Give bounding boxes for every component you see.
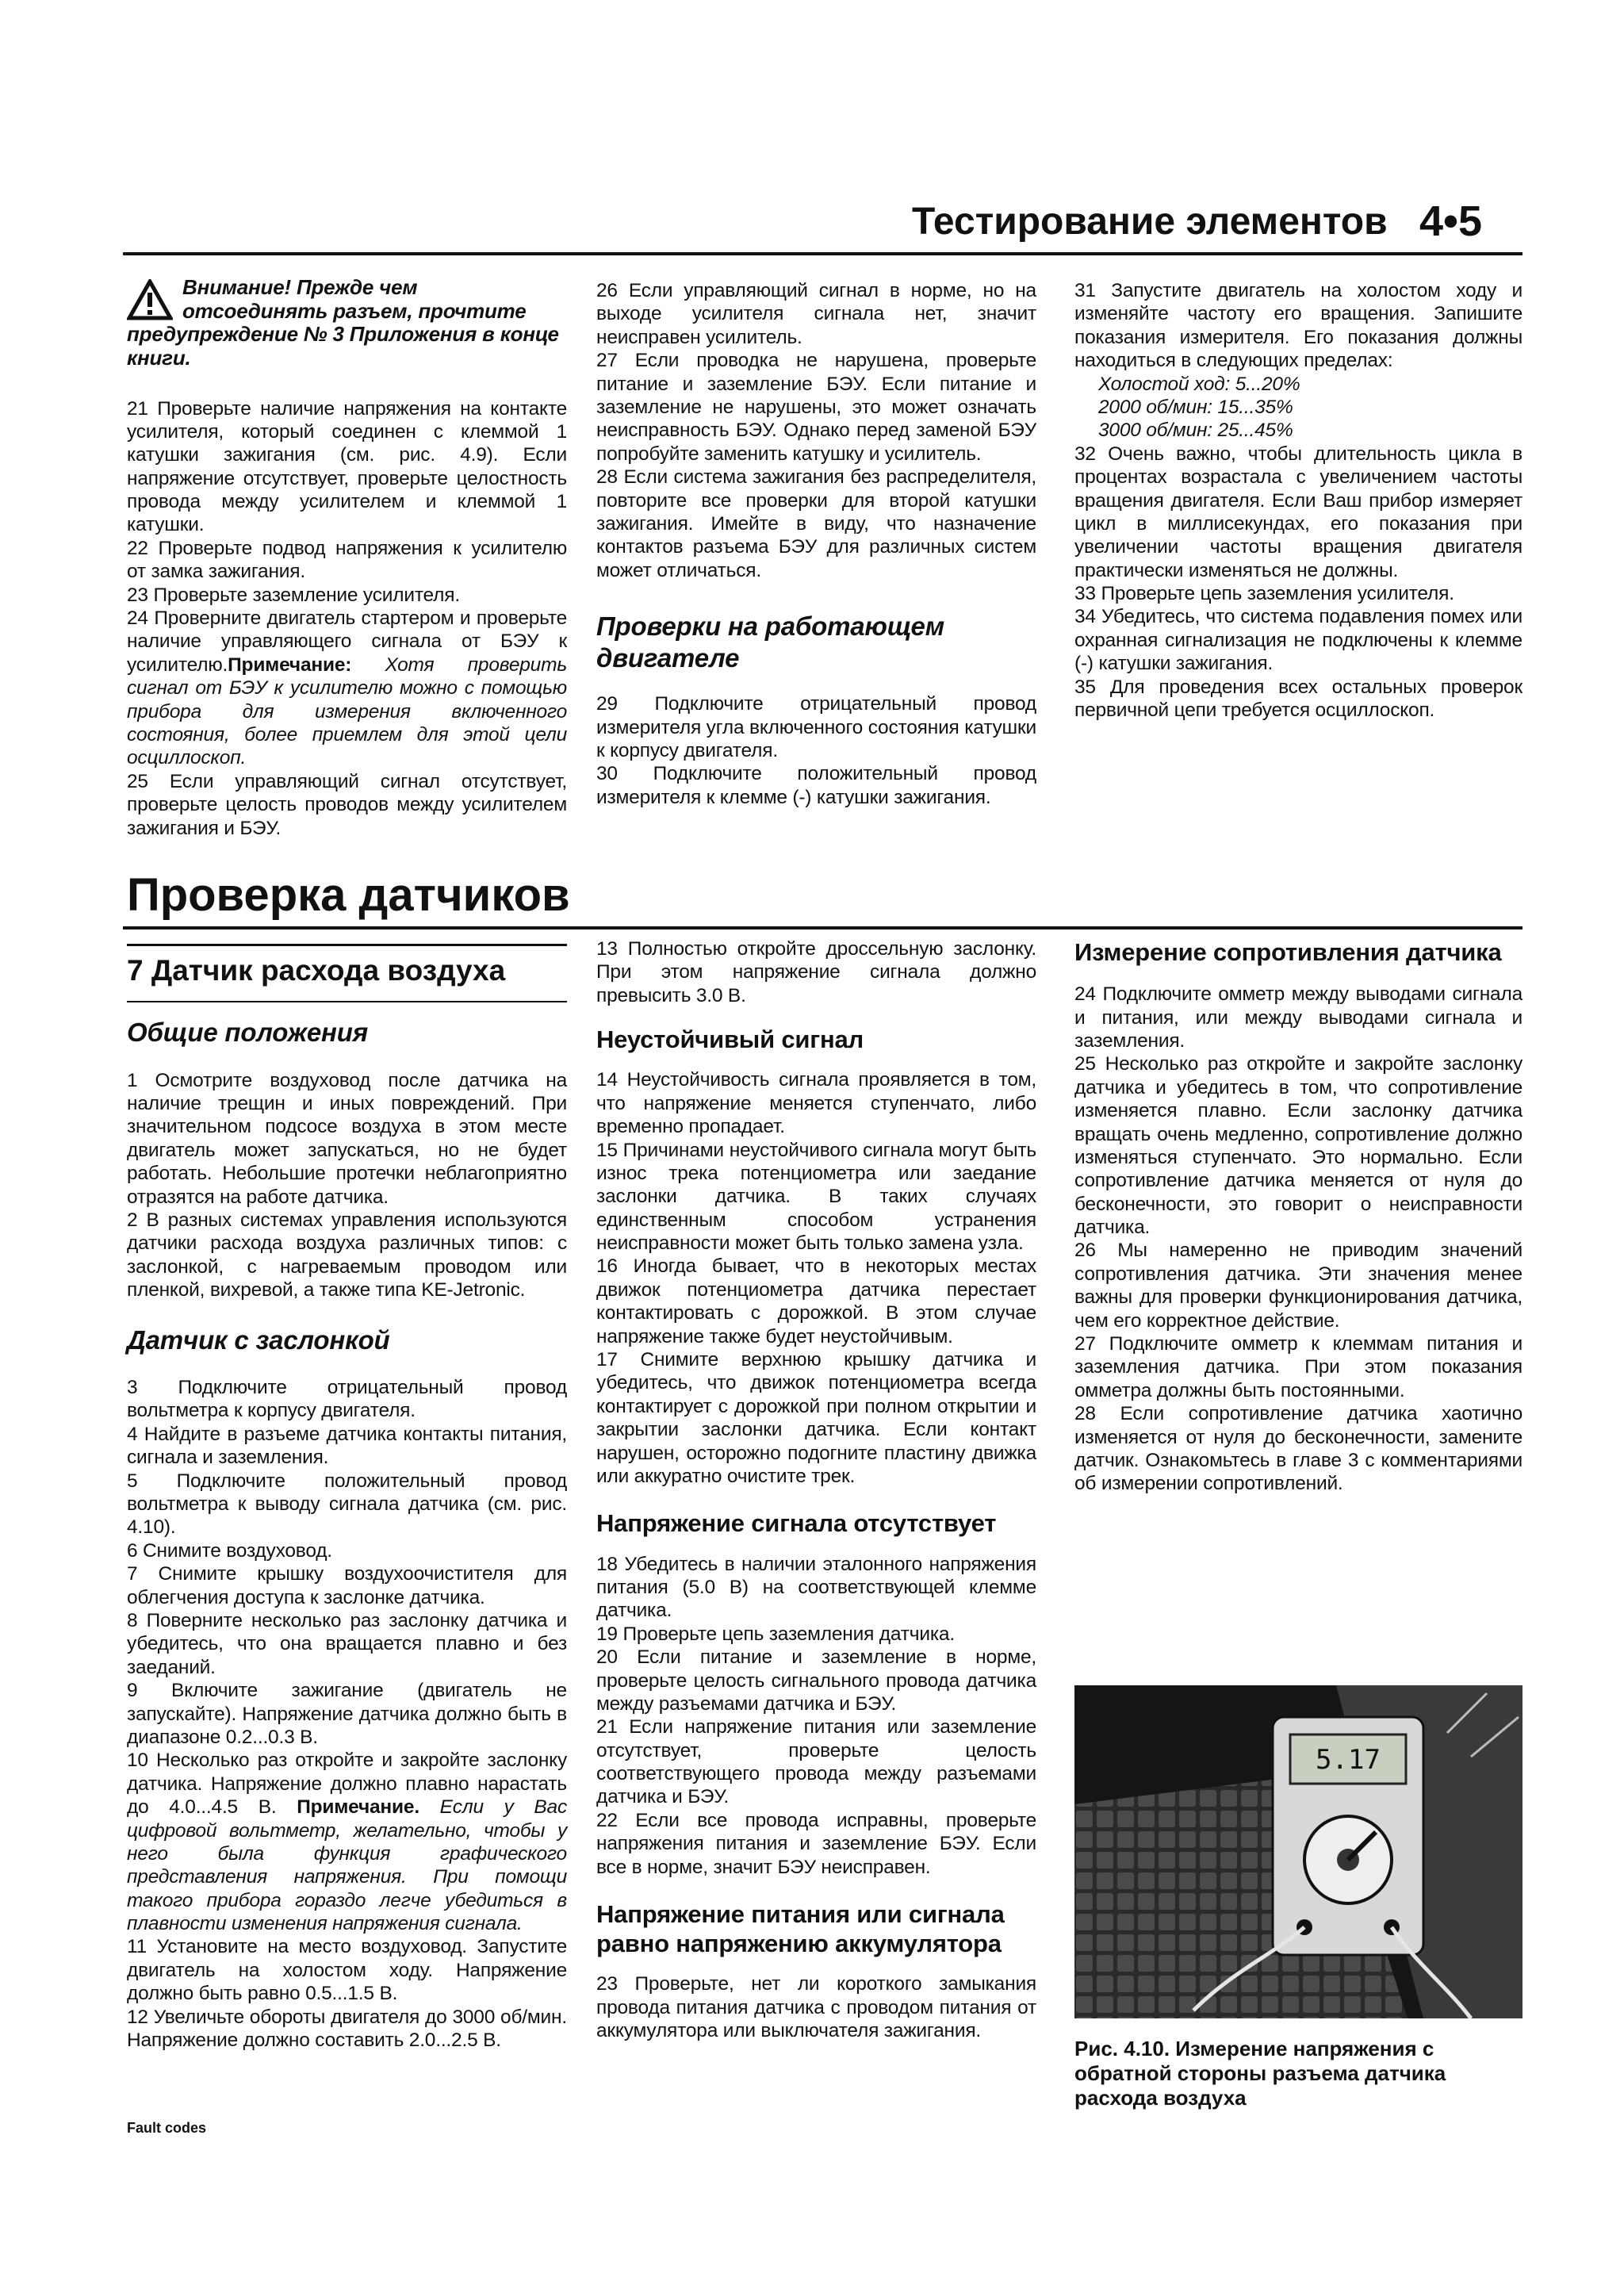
paragraph: 25 Если управляющий сигнал отсутствует, проверьте целость проводов между усилителем зажигания и БЭУ. [127,770,567,839]
running-header-title: Тестирование элементов [912,201,1388,243]
paragraph [127,1749,567,1935]
range-item: Холостой ход: 5...20% [1098,373,1300,395]
multimeter-icon [1273,1717,1423,1955]
subsection-rule-top [127,944,567,946]
subheading: Общие положения [127,1018,368,1047]
paragraph: 19 Проверьте цепь заземления датчика. [596,1623,955,1645]
paragraph: 16 Иногда бывает, что в некоторых местах движок потенциометра датчика перестает контактировать с дорожкой. В этом случае напряжение также будет неустойчивым. [596,1255,1036,1347]
paragraph: 20 Если питание и заземление в норме, проверьте целость сигнального провода датчика между разъемами датчика и БЭУ. [596,1646,1036,1715]
subsection-rule-bottom [127,1001,567,1002]
lower-column-1 [127,1017,567,2052]
section-title: Проверка датчиков [127,869,570,921]
subheading: Неустойчивый сигнал [596,1025,864,1054]
paragraph: 30 Подключите положительный провод измерителя к клемме (-) катушки зажигания. [596,763,1036,808]
subsection-title: 7 Датчик расхода воздуха [127,954,506,987]
paragraph: 13 Полностью откройте дроссельную заслонку. При этом напряжение сигнала должно превысить 3.0 В. [596,938,1036,1006]
subheading: Проверки на работающем двигателе [596,611,944,673]
paragraph: 9 Включите зажигание (двигатель не запускайте). Напряжение датчика должно быть в диапазоне 0.2...0.3 В. [127,1680,567,1748]
paragraph: 11 Установите на место воздуховод. Запустите двигатель на холостом ходу. Напряжение должно быть равно 0.5...1.5 В. [127,1936,567,2005]
paragraph [127,607,567,770]
paragraph: 2 В разных системах управления используются датчики расхода воздуха различных типов: с заслонкой, с нагреваемым проводом или пленкой, вихревой, а также типа KE-Jetronic. [127,1209,567,1301]
multimeter-photo-illustration [1074,1685,1522,2018]
warning-block [127,276,567,370]
paragraph: 1 Осмотрите воздуховод после датчика на наличие трещин и иных повреждений. При значительном подсосе воздуха в этом месте двигатель может запускаться, но не будет работать. Небольшие протечки неблагоприятно отразятся на работе датчика. [127,1069,567,1208]
paragraph-text: 24 Проверните двигатель стартером и проверьте наличие управляющего сигнала от БЭУ к усилителю. [127,608,567,676]
note-label: Примечание. [297,1796,419,1819]
paragraph-text: 10 Несколько раз откройте и закройте заслонку датчика. Напряжение должно плавно нарастать до 4.0...4.5 В. [127,1750,567,1819]
figure-photo [1074,1685,1522,2018]
note-text: Хотя проверить сигнал от БЭУ к усилителю можно с помощью прибора для измерения включенного состояния, более приемлем для этой цели осциллоскоп. [127,654,568,769]
paragraph: 35 Для проведения всех остальных проверок первичной цепи требуется осциллоскоп. [1074,676,1522,722]
subheading: Измерение сопротивления датчика [1074,938,1502,966]
paragraph: 29 Подключите отрицательный провод измерителя угла включенного состояния катушки к корпусу двигателя. [596,693,1036,762]
paragraph: 27 Если проводка не нарушена, проверьте питание и заземление БЭУ. Если питание и заземление не нарушены, это может означать неисправность БЭУ. Однако перед заменой БЭУ попробуйте заменить катушку и усилитель. [596,350,1036,465]
range-item: 3000 об/мин: 25...45% [1098,420,1293,442]
paragraph: 23 Проверьте, нет ли короткого замыкания провода питания датчика с проводом питания от аккумулятора или выключателя зажигания. [596,1973,1036,2042]
lower-column-2 [596,937,1036,2043]
meter-display: 5.17 [1316,1744,1381,1776]
paragraph: 23 Проверьте заземление усилителя. [127,584,460,606]
paragraph: 22 Проверьте подвод напряжения к усилителю от замка зажигания. [127,537,567,583]
header-rule [123,252,1522,255]
figure-caption: Рис. 4.10. Измерение напряжения с обратной стороны разъема датчика расхода воздуха [1074,2037,1446,2110]
paragraph: 26 Если управляющий сигнал в норме, но на выходе усилителя сигнала нет, значит неисправен усилитель. [596,280,1036,348]
warning-text: Внимание! Прежде чем отсоединять разъем, прочтите предупреждение № 3 Приложения в конце книги. [127,275,559,370]
paragraph: 25 Несколько раз откройте и закройте заслонку датчика и убедитесь в том, что сопротивление изменяется плавно. Если заслонку датчика вращать очень медленно, сопротивление должно изменяться ступенчато. Это нормально. Если сопротивление датчика меняется от нуля до бесконечности, это говорит о неисправности датчика. [1074,1053,1522,1239]
note-text: Если у Вас цифровой вольтметр, желательно, чтобы у него была функция графического представления напряжения. При помощи такого прибора гораздо легче убедиться в плавности изменения напряжения сигнала. [127,1796,568,1935]
note-label: Примечание: [228,654,352,676]
paragraph: 5 Подключите положительный провод вольтметра к выводу сигнала датчика (см. рис. 4.10). [127,1470,567,1539]
footer-text: Fault codes [127,2120,207,2136]
warning-triangle-icon [127,279,173,320]
paragraph: 28 Если сопротивление датчика хаотично изменяется от нуля до бесконечности, замените датчик. Ознакомьтесь в главе 3 с комментариями об измерении сопротивлений. [1074,1403,1522,1495]
subheading: Напряжение питания или сигнала равно напряжению аккумулятора [596,1900,1005,1958]
paragraph: 21 Проверьте наличие напряжения на контакте усилителя, который соединен с клеммой 1 катушки зажигания (см. рис. 4.9). Если напряжение отсутствует, проверьте целостность провода между усилителем и клеммой 1 катушки. [127,397,567,536]
range-item: 2000 об/мин: 15...35% [1098,396,1293,418]
top-column-3 [1074,279,1522,722]
paragraph: 12 Увеличьте обороты двигателя до 3000 об/мин. Напряжение должно составить 2.0...2.5 В. [127,2006,567,2052]
top-column-1 [127,276,567,840]
paragraph: 15 Причинами неустойчивого сигнала могут быть износ трека потенциометра или заедание заслонки датчика. В таких случаях единственным способом устранения неисправности может быть только замена узла. [596,1139,1036,1255]
paragraph: 7 Снимите крышку воздухоочистителя для облегчения доступа к заслонке датчика. [127,1563,567,1608]
subheading: Напряжение сигнала отсутствует [596,1509,997,1538]
paragraph: 21 Если напряжение питания или заземление отсутствует, проверьте целость соответствующего провода между разъемами датчика и БЭУ. [596,1716,1036,1808]
paragraph: 31 Запустите двигатель на холостом ходу и изменяйте частоту его вращения. Запишите показания измерителя. Его показания должны находиться в следующих пределах: [1074,280,1522,372]
page-number: 4•5 [1419,197,1482,245]
subheading: Датчик с заслонкой [127,1324,390,1355]
paragraph: 8 Поверните несколько раз заслонку датчика и убедитесь, что она вращается плавно и без заеданий. [127,1610,567,1678]
paragraph: 18 Убедитесь в наличии эталонного напряжения питания (5.0 В) на соответствующей клемме датчика. [596,1553,1036,1622]
lower-column-3 [1074,937,1522,1496]
top-column-2 [596,279,1036,809]
paragraph: 4 Найдите в разъеме датчика контакты питания, сигнала и заземления. [127,1423,567,1469]
paragraph: 24 Подключите омметр между выводами сигнала и питания, или между выводами сигнала и заземления. [1074,983,1522,1052]
paragraph: 14 Неустойчивость сигнала проявляется в том, что напряжение меняется ступенчато, либо временно пропадает. [596,1069,1036,1138]
paragraph: 27 Подключите омметр к клеммам питания и заземления датчика. При этом показания омметра должны быть постоянными. [1074,1333,1522,1401]
paragraph: 22 Если все провода исправны, проверьте напряжения питания и заземление БЭУ. Если все в норме, значит БЭУ неисправен. [596,1809,1036,1878]
section-rule [123,926,1522,930]
paragraph: 33 Проверьте цепь заземления усилителя. [1074,583,1454,605]
paragraph: 6 Снимите воздуховод. [127,1539,332,1562]
paragraph: 32 Очень важно, чтобы длительность цикла в процентах возрастала с увеличением частоты вращения двигателя. Если Ваш прибор измеряет цикл в миллисекундах, его показания при увеличении частоты вращения двигателя практически изменяться не должны. [1074,443,1522,581]
paragraph: 17 Снимите верхнюю крышку датчика и убедитесь, что движок потенциометра всегда контактирует с дорожкой при полном открытии и закрытии заслонки датчика. Если контакт нарушен, осторожно подогните пластину движка или аккуратно очистите трек. [596,1349,1036,1487]
paragraph: 26 Мы намеренно не приводим значений сопротивления датчика. Эти значения менее важны для проверки функционирования датчика, чем его корректное действие. [1074,1240,1522,1332]
paragraph: 3 Подключите отрицательный провод вольтметра к корпусу двигателя. [127,1377,567,1422]
paragraph: 34 Убедитесь, что система подавления помех или охранная сигнализация не подключены к клемме (-) катушки зажигания. [1074,606,1522,675]
paragraph: 28 Если система зажигания без распределителя, повторите все проверки для второй катушки зажигания. Имейте в виду, что назначение контактов разъема БЭУ для различных систем может отличаться. [596,466,1036,581]
